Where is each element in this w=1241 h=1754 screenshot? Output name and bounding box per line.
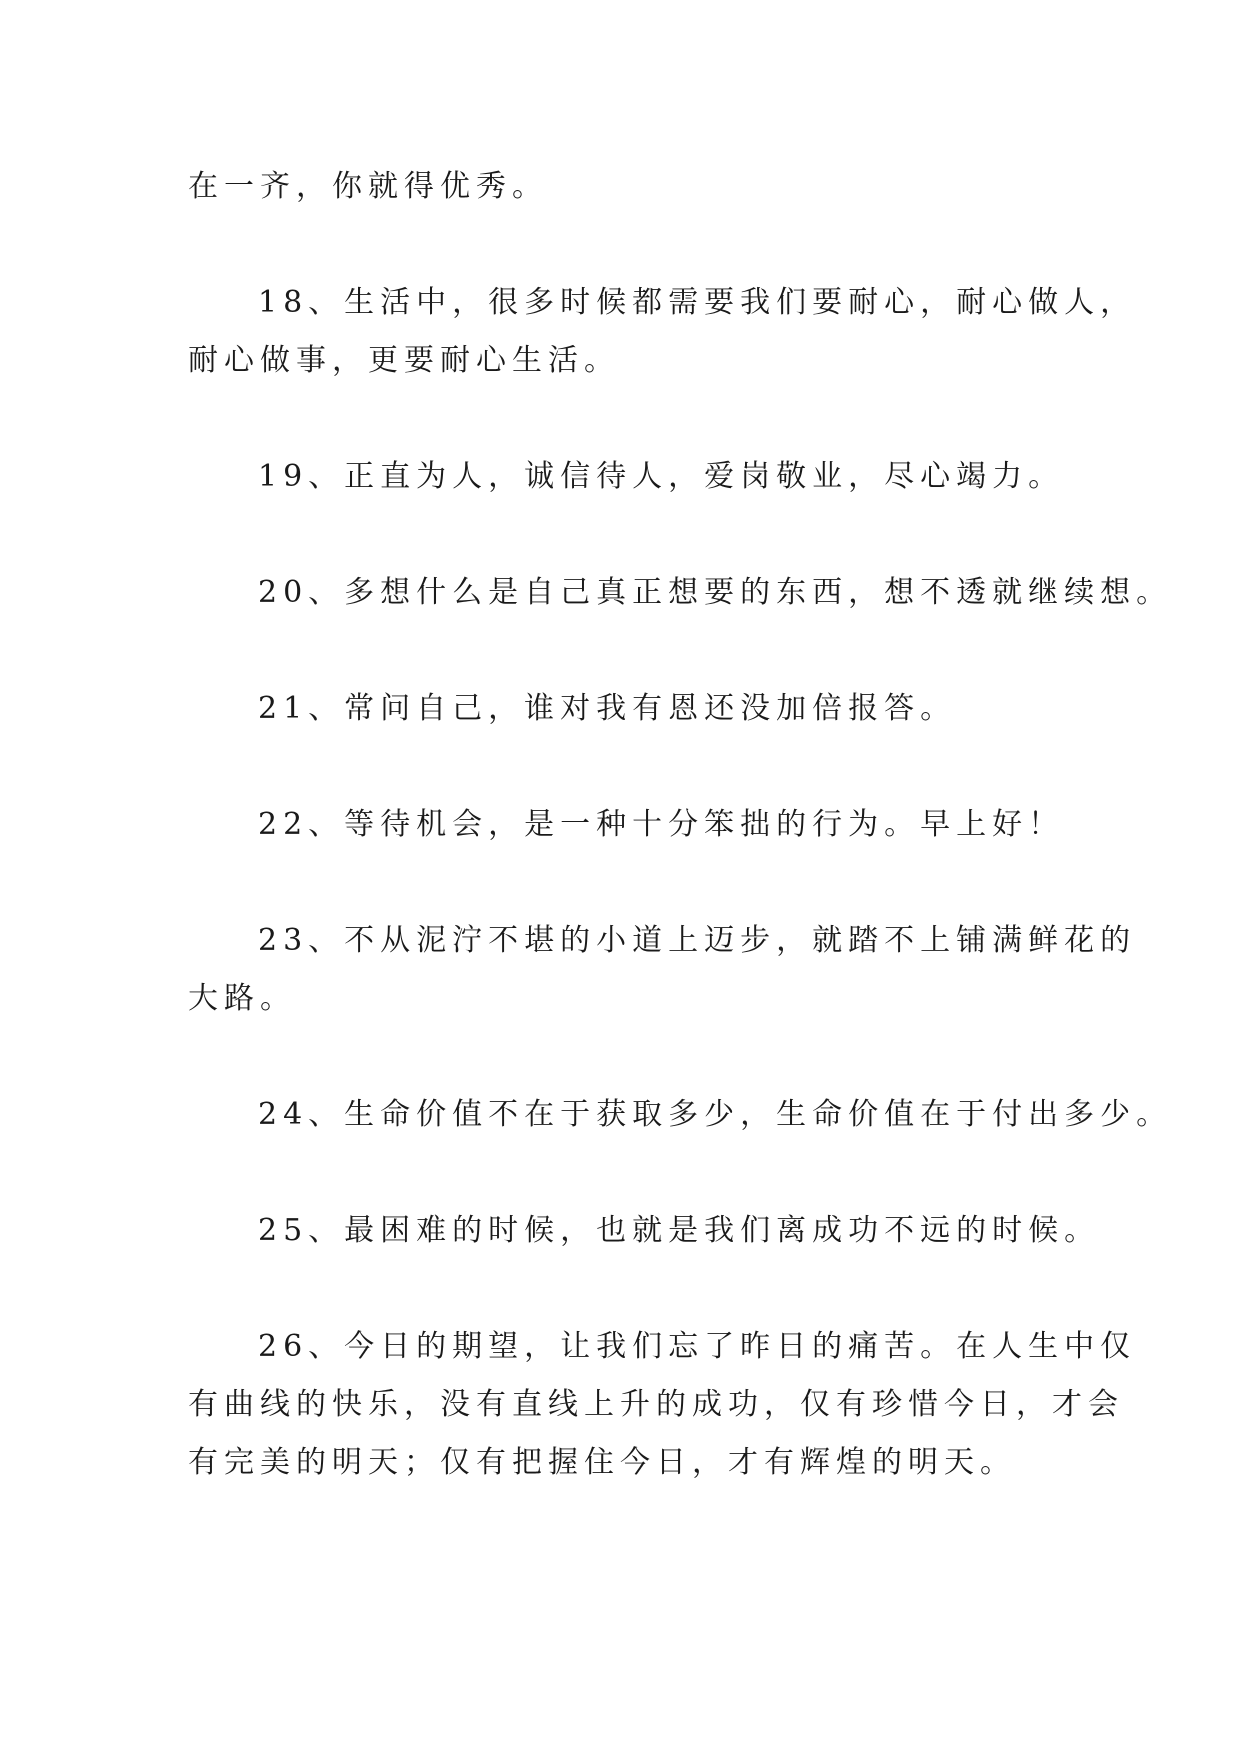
text-line: 22、等待机会，是一种十分笨拙的行为。早上好！ [258, 807, 1065, 842]
text-line: 19、正直为人，诚信待人，爱岗敬业，尽心竭力。 [258, 459, 1065, 494]
text-line: 大路。 [188, 981, 296, 1016]
text-line: 24、生命价值不在于获取多少，生命价值在于付出多少。 [258, 1097, 1173, 1132]
text-line: 23、不从泥泞不堪的小道上迈步，就踏不上铺满鲜花的 [258, 923, 1137, 958]
text-line: 21、常问自己，谁对我有恩还没加倍报答。 [258, 691, 957, 726]
text-line: 26、今日的期望，让我们忘了昨日的痛苦。在人生中仅 [258, 1329, 1137, 1364]
text-line: 有曲线的快乐，没有直线上升的成功，仅有珍惜今日，才会 [188, 1387, 1124, 1422]
text-line: 有完美的明天；仅有把握住今日，才有辉煌的明天。 [188, 1445, 1016, 1480]
text-line: 在一齐，你就得优秀。 [188, 169, 548, 204]
text-line: 25、最困难的时候，也就是我们离成功不远的时候。 [258, 1213, 1101, 1248]
text-line: 20、多想什么是自己真正想要的东西，想不透就继续想。 [258, 575, 1173, 610]
text-line: 耐心做事，更要耐心生活。 [188, 343, 620, 378]
text-line: 18、生活中，很多时候都需要我们要耐心，耐心做人， [258, 285, 1137, 320]
